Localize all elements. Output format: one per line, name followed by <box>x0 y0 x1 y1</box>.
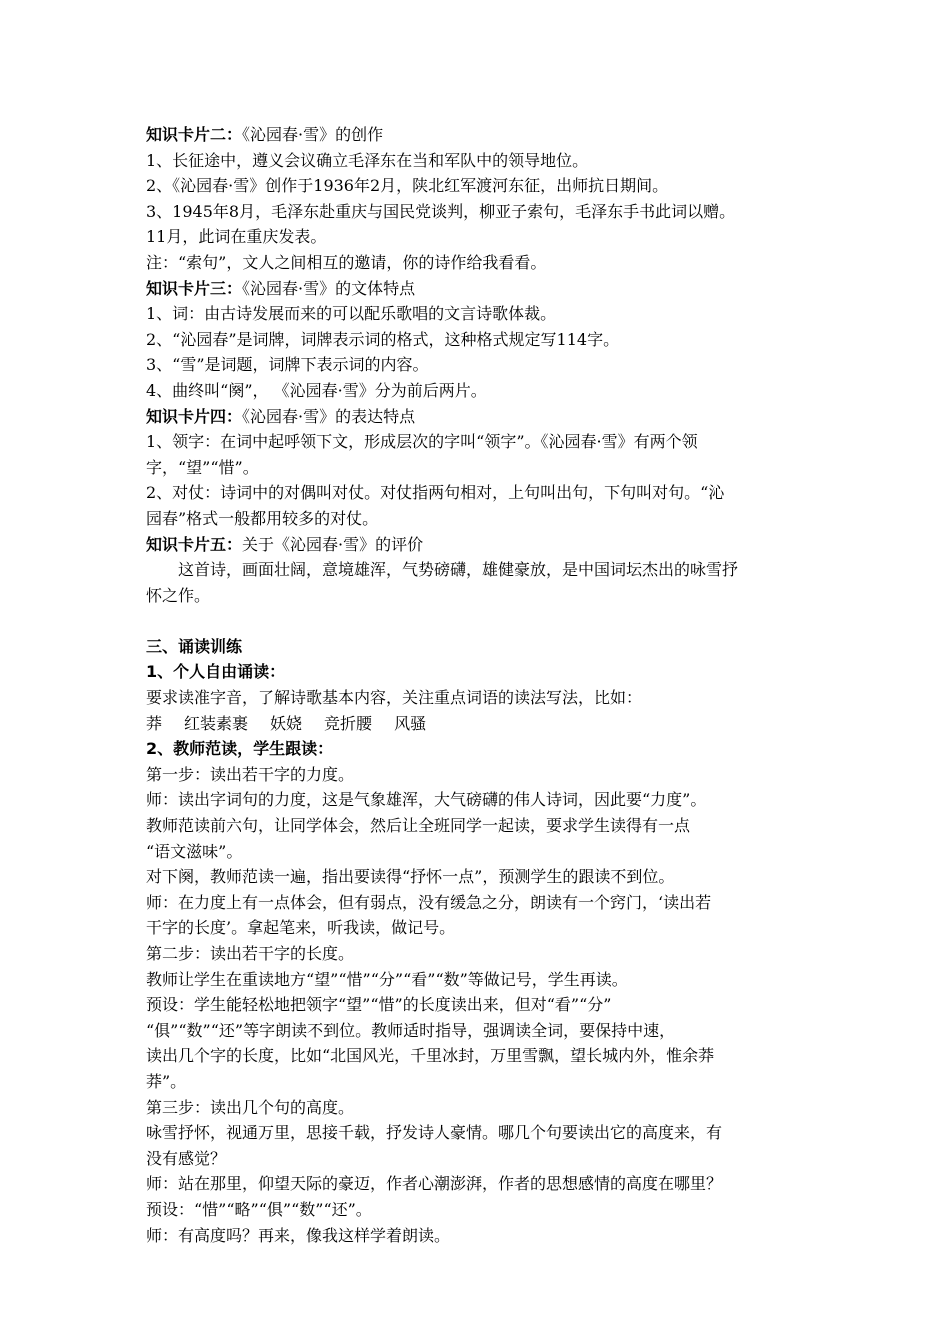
body-line: 第三步：读出几个句的高度。 <box>146 1097 355 1117</box>
card4-item: 1、领字：在词中起呼领下文，形成层次的字叫“领字”。《沁园春·雪》有两个领 <box>146 432 698 452</box>
card4-item: 2、对仗：诗词中的对偶叫对仗。对仗指两句相对，上句叫出句，下句叫对句。“沁 <box>146 483 725 503</box>
body-line: 师：有高度吗？再来，像我这样学着朗读。 <box>146 1225 451 1245</box>
key-word: 莽 <box>146 713 163 733</box>
body-line: 教师范读前六句，让同学体会，然后让全班同学一起读，要求学生读得有一点 <box>146 816 691 836</box>
reading-requirement: 要求读准字音，了解诗歌基本内容，关注重点词语的读法写法，比如： <box>146 688 643 708</box>
card3-item: 3、“雪”是词题，词牌下表示词的内容。 <box>146 355 429 375</box>
body-line: 第二步：读出若干字的长度。 <box>146 944 355 963</box>
card5-paragraph: 这首诗，画面壮阔，意境雄浑，气势磅礴，雄健豪放，是中国词坛杰出的咏雪抒 <box>178 560 739 580</box>
card-label: 知识卡片三： <box>146 278 243 298</box>
card2-item: 2、《沁园春·雪》创作于1936年2月，陕北红军渡河东征，出师抗日期间。 <box>146 176 669 196</box>
card2-item: 11月，此词在重庆发表。 <box>146 227 327 247</box>
section-heading: 三、诵读训练 <box>146 636 243 656</box>
subsection-heading: 2、教师范读，学生跟读： <box>146 739 334 759</box>
card-title: 关于《沁园春·雪》的评价 <box>242 534 424 554</box>
body-line: 教师让学生在重读地方“望”“惜”“分”“看”“数”等做记号，学生再读。 <box>146 969 628 989</box>
body-line: 预设：“惜”“略”“俱”“数”“还”。 <box>146 1199 372 1219</box>
card2-item: 3、1945年8月，毛泽东赴重庆与国民党谈判，柳亚子索句，毛泽东手书此词以赠。 <box>146 201 736 221</box>
card2-heading <box>146 122 826 148</box>
card5-heading <box>146 532 826 558</box>
body-line: 咏雪抒怀，视通万里，思接千载，抒发诗人豪情。哪几个句要读出它的高度来，有 <box>146 1123 723 1143</box>
body-line: “俱”“数”“还”等字朗读不到位。教师适时指导，强调读全词，要保持中速， <box>146 1020 676 1040</box>
card3-item: 4、曲终叫“阕”， 《沁园春·雪》分为前后两片。 <box>146 380 487 400</box>
key-word: 妖娆 <box>270 713 303 733</box>
body-line: 没有感觉？ <box>146 1148 227 1168</box>
card2-note: 注：“索句”，文人之间相互的邀请，你的诗作给我看看。 <box>146 252 547 272</box>
card2-item: 1、长征途中，遵义会议确立毛泽东在当和军队中的领导地位。 <box>146 150 589 170</box>
body-line: 第一步：读出若干字的力度。 <box>146 764 355 784</box>
card5-paragraph-cont: 怀之作。 <box>146 585 211 605</box>
card-title: 《沁园春·雪》的创作 <box>242 125 384 144</box>
key-words <box>146 711 826 737</box>
card4-heading <box>146 404 826 430</box>
card-label: 知识卡片二： <box>146 125 243 144</box>
card-title: 《沁园春·雪》的表达特点 <box>242 406 416 426</box>
body-line: 师：站在那里，仰望天际的豪迈，作者心潮澎湃，作者的思想感情的高度在哪里？ <box>146 1174 723 1194</box>
body-line: 对下阕，教师范读一遍，指出要读得“抒怀一点”，预测学生的跟读不到位。 <box>146 867 675 887</box>
key-word: 风骚 <box>394 713 427 733</box>
key-word: 红装素裹 <box>184 713 249 733</box>
document-page <box>146 122 826 1248</box>
body-line: 预设：学生能轻松地把领字“望”“惜”的长度读出来，但对“看”“分” <box>146 995 612 1015</box>
subsection-heading: 1、个人自由诵读： <box>146 662 286 682</box>
card3-item: 1、词：由古诗发展而来的可以配乐歌唱的文言诗歌体裁。 <box>146 304 557 324</box>
body-line: “语文滋味”。 <box>146 841 243 861</box>
card-title: 《沁园春·雪》的文体特点 <box>242 278 416 298</box>
card4-item: 园春”格式一般都用较多的对仗。 <box>146 508 379 528</box>
key-word: 竞折腰 <box>324 713 373 733</box>
card4-item: 字，“望”“惜”。 <box>146 457 259 477</box>
body-line: 干字的长度’。拿起笔来，听我读，做记号。 <box>146 918 456 938</box>
body-line: 师：读出字词句的力度，这是气象雄浑，大气磅礴的伟人诗词，因此要“力度”。 <box>146 790 707 810</box>
card3-item: 2、“沁园春”是词牌，词牌表示词的格式，这种格式规定写114字。 <box>146 329 620 349</box>
card3-heading <box>146 276 826 302</box>
spacer <box>146 608 826 634</box>
body-line: 读出几个字的长度，比如“北国风光，千里冰封，万里雪飘，望长城内外，惟余莽 <box>146 1046 715 1066</box>
card-label: 知识卡片四： <box>146 406 243 426</box>
body-line: 莽”。 <box>146 1071 187 1091</box>
body-line: 师：在力度上有一点体会，但有弱点，没有缓急之分，朗读有一个窍门，‘读出若 <box>146 892 712 912</box>
card-label: 知识卡片五： <box>146 534 243 554</box>
